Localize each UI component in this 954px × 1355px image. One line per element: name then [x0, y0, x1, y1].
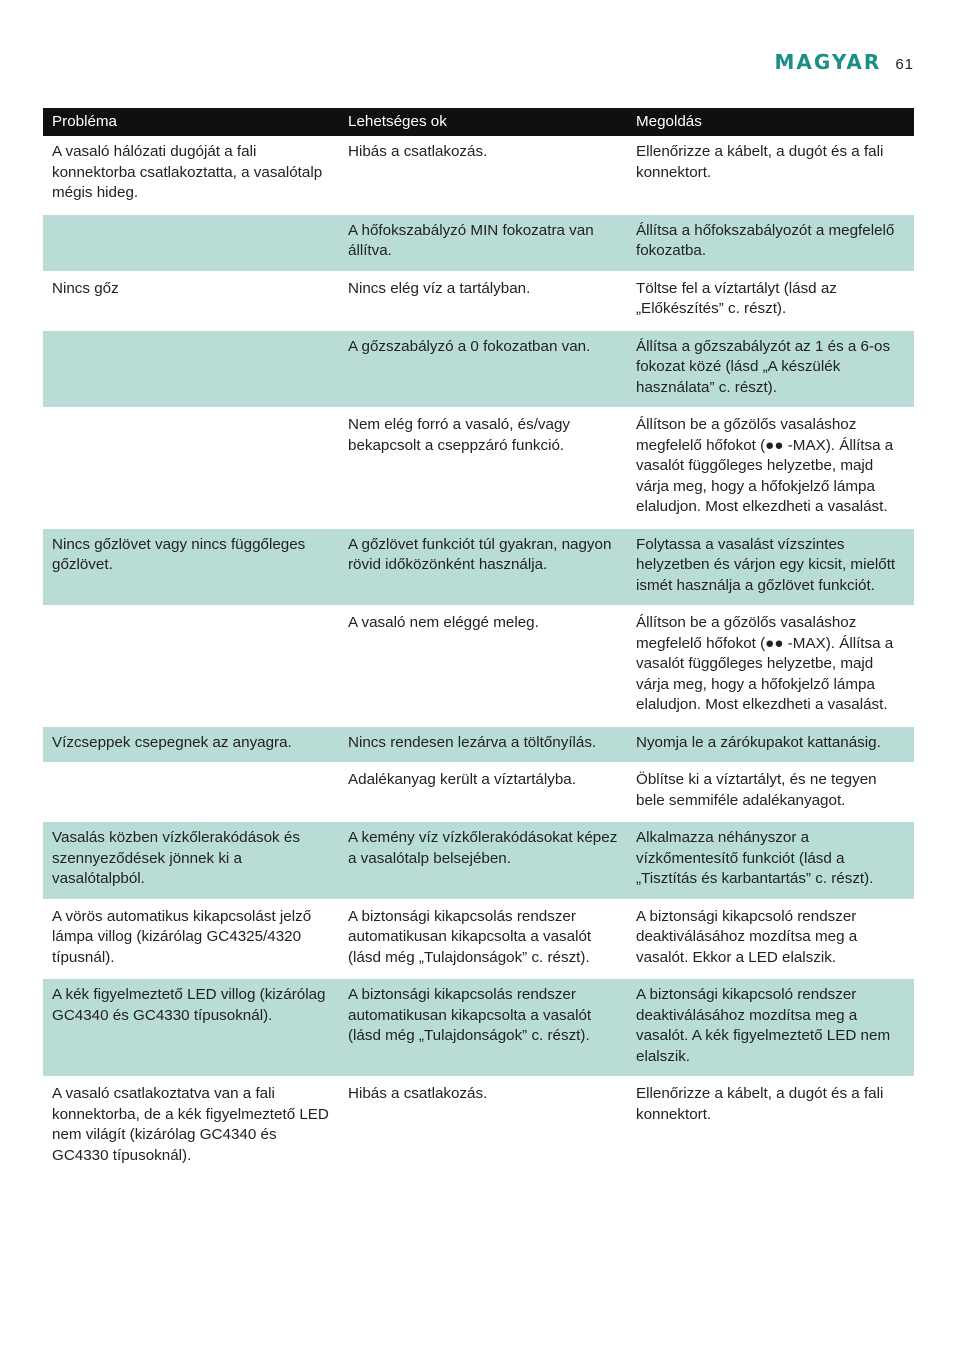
table-row [43, 821, 914, 900]
cell-problem [43, 408, 339, 528]
cell-problem: A vasaló csatlakoztatva van a fali konnektorba, de a kék figyelmeztető LED nem világít (kizárólag GC4340 és GC4330 típusoknál). [43, 1077, 339, 1176]
cell-solution: Állítsa a hőfokszabályozót a megfelelő fokozatba. [627, 214, 914, 272]
cell-cause: Nincs rendesen lezárva a töltőnyílás. [339, 726, 627, 764]
cell-solution: Öblítse ki a víztartályt, és ne tegyen bele semmiféle adalékanyagot. [627, 763, 914, 821]
table-header-row [43, 108, 914, 136]
column-header-cause: Lehetséges ok [339, 108, 627, 136]
cell-solution: Ellenőrizze a kábelt, a dugót és a fali konnektort. [627, 1077, 914, 1176]
table-row [43, 330, 914, 409]
table-row [43, 726, 914, 764]
cell-solution: Ellenőrizze a kábelt, a dugót és a fali konnektort. [627, 136, 914, 214]
cell-solution: A biztonsági kikapcsoló rendszer deaktiválásához mozdítsa meg a vasalót. A kék figyelmeztető LED nem elalszik. [627, 978, 914, 1077]
troubleshooting-table [43, 108, 914, 1177]
table-row [43, 272, 914, 330]
cell-problem [43, 763, 339, 821]
section-title: MAGYAR [774, 50, 882, 74]
table-row [43, 214, 914, 272]
cell-solution: Állítson be a gőzölős vasaláshoz megfelelő hőfokot (●● -MAX). Állítsa a vasalót függőleges helyzetbe, majd várja meg, hogy a hőfokjelző lámpa elaludjon. Most elkezdheti a vasalást. [627, 606, 914, 726]
cell-cause: A biztonsági kikapcsolás rendszer automatikusan kikapcsolta a vasalót (lásd még „Tulajdonságok” c. részt). [339, 900, 627, 979]
cell-problem: A vörös automatikus kikapcsolást jelző lámpa villog (kizárólag GC4325/4320 típusnál). [43, 900, 339, 979]
cell-solution: Nyomja le a zárókupakot kattanásig. [627, 726, 914, 764]
cell-problem: A kék figyelmeztető LED villog (kizárólag GC4340 és GC4330 típusoknál). [43, 978, 339, 1077]
cell-cause: A kemény víz vízkőlerakódásokat képez a vasalótalp belsejében. [339, 821, 627, 900]
cell-cause: Nincs elég víz a tartályban. [339, 272, 627, 330]
table-row [43, 978, 914, 1077]
cell-solution: A biztonsági kikapcsoló rendszer deaktiválásához mozdítsa meg a vasalót. Ekkor a LED elalszik. [627, 900, 914, 979]
table-row [43, 606, 914, 726]
column-header-problem: Probléma [43, 108, 339, 136]
cell-problem [43, 606, 339, 726]
cell-problem: A vasaló hálózati dugóját a fali konnektorba csatlakoztatta, a vasalótalp mégis hideg. [43, 136, 339, 214]
column-header-solution: Megoldás [627, 108, 914, 136]
table-row [43, 408, 914, 528]
table-body [43, 136, 914, 1176]
table-row [43, 763, 914, 821]
cell-cause: A gőzlövet funkciót túl gyakran, nagyon rövid időközönként használja. [339, 528, 627, 607]
table-row [43, 1077, 914, 1176]
cell-problem: Nincs gőzlövet vagy nincs függőleges gőzlövet. [43, 528, 339, 607]
cell-cause: Hibás a csatlakozás. [339, 1077, 627, 1176]
cell-problem [43, 330, 339, 409]
cell-solution: Töltse fel a víztartályt (lásd az „Előkészítés” c. részt). [627, 272, 914, 330]
cell-problem: Vasalás közben vízkőlerakódások és szennyeződések jönnek ki a vasalótalpból. [43, 821, 339, 900]
cell-problem: Nincs gőz [43, 272, 339, 330]
page-header [775, 50, 915, 74]
cell-solution: Állítsa a gőzszabályzót az 1 és a 6-os fokozat közé (lásd „A készülék használata” c. részt). [627, 330, 914, 409]
cell-solution: Folytassa a vasalást vízszintes helyzetben és várjon egy kicsit, mielőtt ismét használja a gőzlövet funkciót. [627, 528, 914, 607]
cell-cause: Hibás a csatlakozás. [339, 136, 627, 214]
cell-cause: Nem elég forró a vasaló, és/vagy bekapcsolt a cseppzáró funkció. [339, 408, 627, 528]
cell-cause: Adalékanyag került a víztartályba. [339, 763, 627, 821]
cell-cause: A hőfokszabályzó MIN fokozatra van állítva. [339, 214, 627, 272]
cell-cause: A gőzszabályzó a 0 fokozatban van. [339, 330, 627, 409]
page-number: 61 [895, 56, 914, 73]
table-row [43, 900, 914, 979]
cell-cause: A vasaló nem eléggé meleg. [339, 606, 627, 726]
cell-solution: Alkalmazza néhányszor a vízkőmentesítő funkciót (lásd a „Tisztítás és karbantartás” c. részt). [627, 821, 914, 900]
table-row [43, 136, 914, 214]
table-row [43, 528, 914, 607]
cell-solution: Állítson be a gőzölős vasaláshoz megfelelő hőfokot (●● -MAX). Állítsa a vasalót függőleges helyzetbe, majd várja meg, hogy a hőfokjelző lámpa elaludjon. Most elkezdheti a vasalást. [627, 408, 914, 528]
cell-problem: Vízcseppek csepegnek az anyagra. [43, 726, 339, 764]
cell-problem [43, 214, 339, 272]
cell-cause: A biztonsági kikapcsolás rendszer automatikusan kikapcsolta a vasalót (lásd még „Tulajdonságok” c. részt). [339, 978, 627, 1077]
